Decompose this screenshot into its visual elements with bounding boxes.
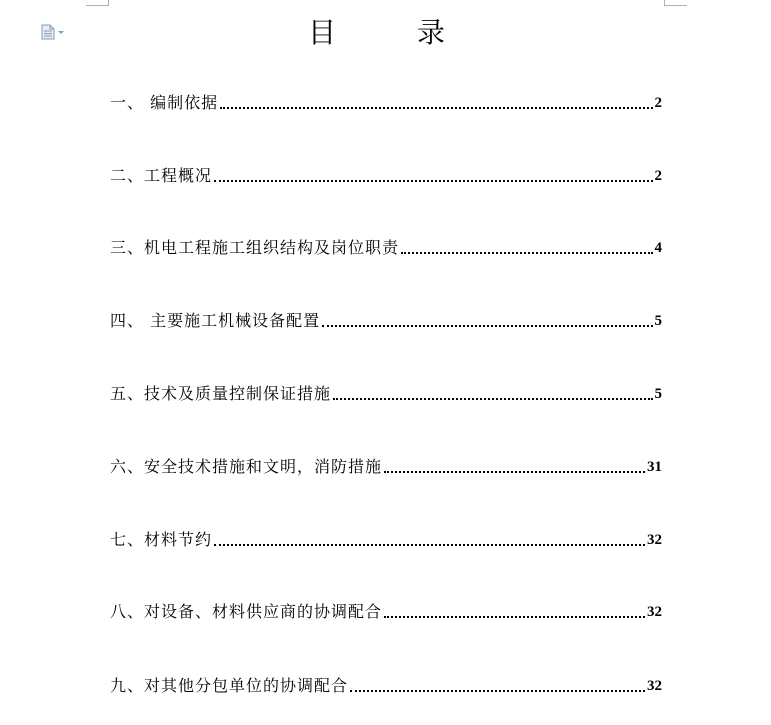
toc-entry-label: 五、技术及质量控制保证措施 — [110, 384, 332, 403]
toc-entry-label: 八、对设备、材料供应商的协调配合 — [110, 602, 383, 621]
page-title: 目 录 — [308, 16, 481, 49]
toc-page-number: 32 — [647, 604, 662, 620]
toc-dot-leader — [220, 107, 652, 109]
toc-entry[interactable] — [110, 671, 662, 697]
toc-entry-label: 一、 编制依据 — [110, 93, 219, 112]
toc-entry[interactable] — [110, 452, 662, 478]
toc-dot-leader — [322, 325, 652, 327]
toc-entry[interactable] — [110, 306, 662, 332]
toc-entry-label: 二、工程概况 — [110, 166, 213, 185]
toc-entry-label: 四、 主要施工机械设备配置 — [110, 311, 321, 330]
toc-page-number: 31 — [647, 459, 662, 475]
toc-entry-label: 六、安全技术措施和文明，消防措施 — [110, 457, 383, 476]
toc-dot-leader — [333, 398, 652, 400]
toc-dot-leader — [384, 471, 645, 473]
toc-page-number: 32 — [647, 678, 662, 694]
toc-entry[interactable] — [110, 379, 662, 405]
page-corner-mark-right — [664, 0, 687, 6]
toc-dot-leader — [350, 690, 645, 692]
toc-page-number: 4 — [654, 240, 662, 256]
toc-page-number: 2 — [654, 95, 662, 111]
toc-entry[interactable] — [110, 161, 662, 187]
toc-page-number: 2 — [654, 168, 662, 184]
toc-entry[interactable] — [110, 597, 662, 623]
toc-dot-leader — [214, 180, 652, 182]
toc-entry[interactable] — [110, 525, 662, 551]
toc-entry[interactable] — [110, 88, 662, 114]
page-corner-mark-left — [86, 0, 109, 6]
toc-page-number: 5 — [654, 386, 662, 402]
toc-page-number: 32 — [647, 532, 662, 548]
toc-dot-leader — [214, 544, 645, 546]
toc-entry-label: 七、材料节约 — [110, 530, 213, 549]
toc-page-number: 5 — [654, 313, 662, 329]
toc-entry-label: 三、机电工程施工组织结构及岗位职责 — [110, 238, 400, 257]
toc-entry[interactable] — [110, 233, 662, 259]
toc-dot-leader — [384, 616, 645, 618]
toc-dot-leader — [401, 252, 652, 254]
toc-entry-label: 九、对其他分包单位的协调配合 — [110, 676, 349, 695]
